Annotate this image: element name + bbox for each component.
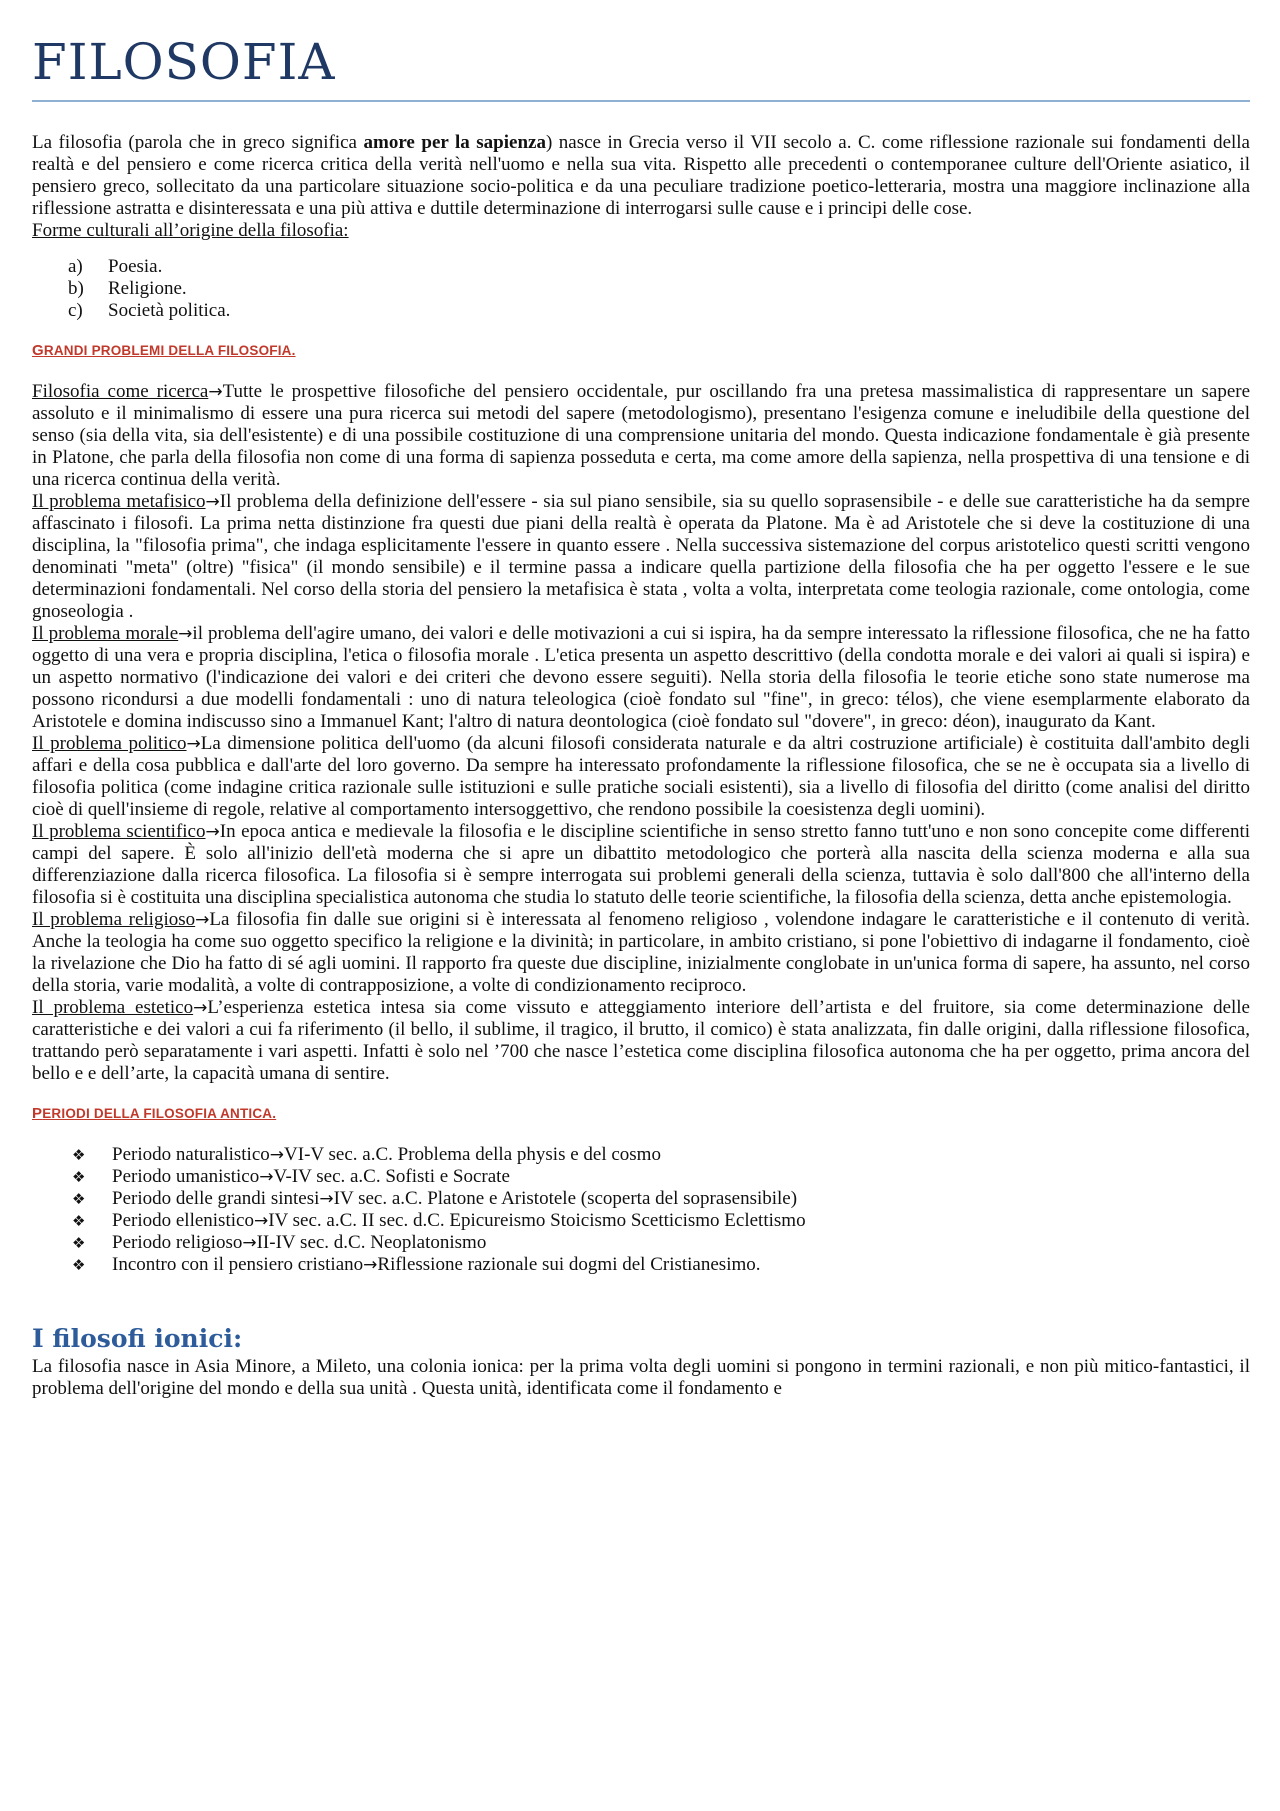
intro-paragraph — [32, 132, 1250, 220]
list-item: ❖ Periodo religioso→II-IV sec. d.C. Neoplatonismo — [72, 1232, 487, 1253]
forms-list — [32, 256, 1250, 322]
list-item: b) Religione. — [68, 278, 187, 299]
page-title: FILOSOFIA — [32, 33, 336, 91]
arrow-icon: → — [319, 1189, 334, 1209]
list-item: a) Poesia. — [68, 256, 163, 277]
title-divider — [32, 100, 1250, 102]
problem-term: Il problema politico — [32, 733, 187, 754]
arrow-icon: → — [195, 910, 210, 930]
periods-list — [32, 1144, 1250, 1276]
diamond-bullet-icon: ❖ — [72, 1212, 86, 1230]
diamond-bullet-icon: ❖ — [72, 1168, 86, 1186]
diamond-bullet-icon: ❖ — [72, 1190, 86, 1208]
arrow-icon: → — [205, 822, 220, 842]
problem-term: Filosofia come ricerca — [32, 381, 209, 402]
problem-term: Il problema metafisico — [32, 491, 206, 512]
problem-term: Il problema religioso — [32, 909, 196, 930]
section-heading-periods: PERIODI DELLA FILOSOFIA ANTICA. — [32, 1105, 277, 1122]
problem-paragraph: Il problema scientifico→In epoca antica e medievale la filosofia e le discipline scientifiche in senso stretto fanno tutt'uno e non sono concepite come differenti campi del sapere. È solo all'inizio dell'età moderna che si apre un dibattito metodologico che porterà alla nascita della scienza moderna e alla sua differenziazione dalla ricerca filosofica. La filosofia si è sempre interrogata sui problemi generali della scienza, tuttavia è solo dall'800 che all'interno della filosofia si è costituita una disciplina specialistica autonoma che studia lo statuto delle teorie scientifiche, la filosofia della scienza, detta anche epistemologia. — [32, 821, 1250, 908]
intro-text-after: ) nasce in Grecia verso il VII secolo a. C. come riflessione razionale sui fondamenti della realtà e del pensiero e come ricerca critica della verità nell'uomo e nella sua vita. Rispetto alle precedenti o contemporanee culture dell'Oriente asiatico, il pensiero greco, sollecitato da una particolare situazione socio-politica e da una peculiare tradizione poetico-letteraria, mostra una maggiore inclinazione alla riflessione astratta e disinteressata e una più attiva e duttile determinazione di interrogarsi sulle cause e i principi delle cose. — [32, 132, 1250, 219]
list-item: ❖ Periodo ellenistico→IV sec. a.C. II sec. d.C. Epicureismo Stoicismo Scetticismo Eclettismo — [72, 1210, 806, 1231]
problem-paragraph: Il problema estetico→L’esperienza estetica intesa sia come vissuto e atteggiamento interiore dell’artista e del fruitore, sia come determinazione delle caratteristiche e dei valori a cui fa riferimento (il bello, il sublime, il tragico, il brutto, il comico) è stata analizzata, fin dalle origini, dalla riflessione filosofica, trattando però separatamente i vari aspetti. Infatti è solo nel ’700 che nasce l’estetica come disciplina filosofica autonoma che ha per oggetto, prima ancora del bello e e dell’arte, la capacità umana di sentire. — [32, 997, 1250, 1084]
problem-paragraph: Il problema metafisico→Il problema della definizione dell'essere - sia sul piano sensibile, sia su quello soprasensibile - e delle sue caratteristiche ha da sempre affascinato i filosofi. La prima netta distinzione fra questi due piani della realtà è operata da Platone. Ma è ad Aristotele che si deve la costituzione di una disciplina, la "filosofia prima", che indaga esplicitamente l'essere in quanto essere . Nella successiva sistemazione del corpus aristotelico questi scritti vengono denominati "meta" (oltre) "fisica" (il mondo sensibile) e il termine passa a indicare quella partizione della filosofia che ha per oggetto l'essere e le sue determinazioni fondamentali. Nel corso della storia del pensiero la metafisica è stata , volta a volta, interpretata come teologia razionale, come ontologia, come gnoseologia . — [32, 491, 1250, 622]
diamond-bullet-icon: ❖ — [72, 1234, 86, 1252]
diamond-bullet-icon: ❖ — [72, 1256, 86, 1274]
diamond-bullet-icon: ❖ — [72, 1146, 86, 1164]
problem-term: Il problema scientifico — [32, 821, 206, 842]
arrow-icon: → — [269, 1145, 285, 1165]
arrow-icon: → — [363, 1255, 378, 1275]
arrow-icon: → — [178, 624, 193, 644]
problem-paragraph: Il problema politico→La dimensione politica dell'uomo (da alcuni filosofi considerata naturale e da altri costruzione artificiale) è costituita dall'ambito degli affari e della cosa pubblica e dall'arte del loro governo. Da sempre ha interessato profondamente la riflessione filosofica, che se ne è occupata sia a livello di filosofia politica (come indagine critica razionale sulle istituzioni e sulle pratiche sociali esistenti), sia a livello di filosofia del diritto (come analisi del diritto cioè di quell'insieme di regole, relative al comportamento intersoggettivo, che rendono possibile la coesistenza degli uomini). — [32, 733, 1250, 820]
list-item: c) Società politica. — [68, 300, 231, 321]
intro-bold-phrase: amore per la sapienza — [363, 132, 546, 153]
section-heading-problems: GRANDI PROBLEMI DELLA FILOSOFIA. — [32, 342, 296, 359]
ionici-paragraph: La filosofia nasce in Asia Minore, a Mileto, una colonia ionica: per la prima volta degli uomini si pongono in termini razionali, e non più mitico-fantastici, il problema dell'origine del mondo e della sua unità . Questa unità, identificata come il fondamento e — [32, 1356, 1250, 1399]
section-heading-ionici: I filosofi ionici: — [32, 1324, 243, 1353]
problem-term: Il problema estetico — [32, 997, 194, 1018]
arrow-icon: → — [242, 1233, 257, 1253]
forms-heading: Forme culturali all’origine della filosofia: — [32, 220, 349, 241]
arrow-icon: → — [253, 1211, 269, 1231]
problem-paragraph: Filosofia come ricerca→Tutte le prospettive filosofiche del pensiero occidentale, pur oscillando fra una pretesa massimalistica di rappresentare un sapere assoluto e il minimalismo di essere una pura ricerca sui metodi del sapere (metodologismo), presentano l'esigenza comune e ineludibile della questione del senso (sia della vita, sia dell'esistente) e di una possibile costituzione di una comprensione unitaria del mondo. Questa indicazione fondamentale è già presente in Platone, che parla della filosofia non come di una forma di sapienza posseduta e certa, ma come amore della sapienza, nella prospettiva di una tensione e di una ricerca continua della verità. — [32, 381, 1251, 490]
arrow-icon: → — [259, 1167, 274, 1187]
arrow-icon: → — [186, 734, 201, 754]
problem-term: Il problema morale — [32, 623, 179, 644]
list-item: ❖ Incontro con il pensiero cristiano→Riflessione razionale sui dogmi del Cristianesimo. — [72, 1254, 761, 1275]
list-item: ❖ Periodo naturalistico→VI-V sec. a.C. Problema della physis e del cosmo — [72, 1144, 661, 1165]
problem-paragraph: Il problema morale→il problema dell'agire umano, dei valori e delle motivazioni a cui si ispira, ha da sempre interessato la riflessione filosofica, che ne ha fatto oggetto di una vera e propria disciplina, l'etica o filosofia morale . L'etica presenta un aspetto descrittivo (della condotta morale e dei valori ai quali si ispira) e un aspetto normativo (l'indicazione dei valori e dei criteri che devono essere seguiti). Nella storia della filosofia le teorie etiche sono state numerose ma possono ricondursi a due modelli fondamentali : uno di natura teleologica (cioè fondato sul "fine", in greco: télos), che viene esemplarmente elaborato da Aristotele e domina indiscusso sino a Immanuel Kant; l'altro di natura deontologica (cioè fondato sul "dovere", in greco: déon), inaugurato da Kant. — [32, 623, 1251, 732]
arrow-icon: → — [193, 998, 208, 1018]
problem-paragraph: Il problema religioso→La filosofia fin dalle sue origini si è interessata al fenomeno religioso , volendone indagare le caratteristiche e il contenuto di verità. Anche la teologia ha come suo oggetto specifico la religione e la divinità; in particolare, in ambito cristiano, si pone l'obiettivo di indagarne il fondamento, cioè la rivelazione che Dio ha fatto di sé agli uomini. Il rapporto fra queste due discipline, inizialmente conglobate in un'unica forma di sapere, ha assunto, nel corso della storia, varie modalità, a volte di contrapposizione, a volte di condizionamento reciproco. — [32, 909, 1250, 996]
list-item: ❖ Periodo delle grandi sintesi→IV sec. a.C. Platone e Aristotele (scoperta del soprasensibile) — [72, 1188, 798, 1209]
arrow-icon: → — [205, 492, 220, 512]
list-item: ❖ Periodo umanistico→V-IV sec. a.C. Sofisti e Socrate — [72, 1166, 510, 1187]
intro-text-before: La filosofia (parola che in greco significa — [32, 132, 364, 153]
arrow-icon: → — [208, 382, 223, 402]
